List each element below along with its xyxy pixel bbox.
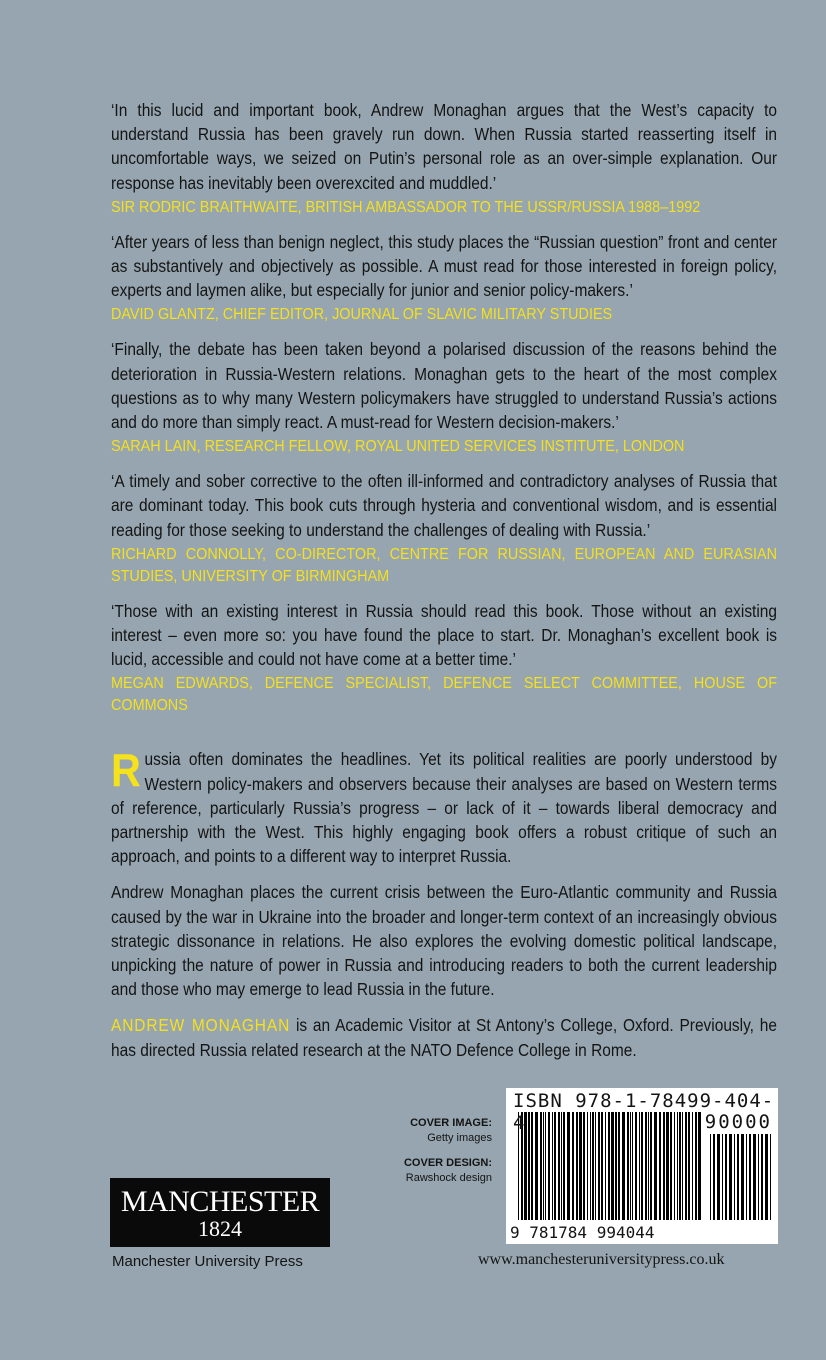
review-quote (111, 337, 777, 458)
addon-bar (770, 1134, 771, 1220)
addon-bar (710, 1134, 711, 1220)
quote-text: ‘In this lucid and important book, Andrew Monaghan argues that the West’s capacity to understand Russia has been gravely run down. When Russia started reasserting itself in uncomfortable ways, we seized on Putin’s personal role as an over-simple explanation. Our response has inevitably been overexcited and muddled.’ (111, 100, 777, 193)
addon-bar (749, 1134, 751, 1220)
quote-attribution: SIR RODRIC BRAITHWAITE, BRITISH AMBASSADOR TO THE USSR/RUSSIA 1988–1992 (111, 198, 701, 216)
addon-bar (722, 1134, 723, 1220)
review-quote (111, 599, 777, 718)
book-description (111, 744, 778, 1061)
addon-bar (713, 1134, 715, 1220)
quote-text: ‘Those with an existing interest in Russia should read this book. Those without an existing interest – even more so: you have found the place to start. Dr. Monaghan’s excellent book is lucid, accessible and could not have come at a better time.’ (111, 600, 777, 670)
quote-attribution: RICHARD CONNOLLY, CO-DIRECTOR, CENTRE FOR RUSSIAN, EUROPEAN AND EURASIAN STUDIES, UNIVERSITY OF BIRMINGHAM (111, 545, 777, 585)
author-bio (111, 1013, 777, 1061)
price-addon: 90000 (704, 1111, 772, 1133)
publisher-logo (110, 1178, 330, 1247)
barcode-digits: 9 781784 994044 (510, 1223, 655, 1242)
addon-bar (725, 1134, 727, 1220)
addon-bar (753, 1134, 756, 1220)
cover-design-value: Rawshock design (405, 1172, 492, 1184)
cover-design-label: COVER DESIGN: (403, 1157, 492, 1169)
isbn-label: ISBN 978-1-78499-404-4 (513, 1090, 775, 1134)
addon-bar (729, 1134, 732, 1220)
review-quote (111, 469, 777, 588)
review-quote (111, 98, 777, 219)
addon-bar (746, 1134, 747, 1220)
addon-bar (741, 1134, 744, 1220)
back-cover-content (111, 98, 777, 1074)
quote-attribution: SARAH LAIN, RESEARCH FELLOW, ROYAL UNITED SERVICES INSTITUTE, LONDON (111, 438, 685, 456)
cover-image-label: COVER IMAGE: (410, 1117, 492, 1129)
addon-bar (734, 1134, 735, 1220)
publisher-name: Manchester University Press (112, 1253, 303, 1270)
logo-name: MANCHESTER (120, 1185, 320, 1218)
cover-image-value: Getty images (427, 1132, 492, 1144)
logo-year: 1824 (198, 1216, 242, 1241)
addon-bar (761, 1134, 763, 1220)
addon-bar (758, 1134, 759, 1220)
quote-attribution: MEGAN EDWARDS, DEFENCE SPECIALIST, DEFENCE SELECT COMMITTEE, HOUSE OF COMMONS (111, 675, 777, 715)
description-paragraph (111, 744, 778, 868)
author-bio-text: is an Academic Visitor at St Antony’s College, Oxford. Previously, he has directed Russia related research at the NATO Defence College in Rome. (111, 1015, 777, 1060)
quote-text: ‘A timely and sober corrective to the often ill-informed and contradictory analyses of Russia that are dominant today. This book cuts through hysteria and conventional wisdom, and is essential reading for those seeking to understand the challenges of dealing with Russia.’ (111, 471, 777, 540)
publisher-website: www.manchesteruniversitypress.co.uk (478, 1251, 725, 1268)
drop-cap: R (111, 744, 141, 797)
quote-attribution: DAVID GLANTZ, CHIEF EDITOR, JOURNAL OF SLAVIC MILITARY STUDIES (111, 306, 613, 324)
isbn-barcode (506, 1088, 778, 1244)
author-name: ANDREW MONAGHAN (111, 1015, 291, 1036)
description-text: ussia often dominates the headlines. Yet its political realities are poorly understood by Western policy-makers and observers because their analyses are based on Western terms of reference, particularly Russia’s progress – or lack of it – towards liberal democracy and partnership with the West. This highly engaging book offers a robust critique of such an approach, and points to a different way to interpret Russia. (111, 749, 778, 867)
addon-bar (737, 1134, 739, 1220)
review-quote (111, 230, 777, 327)
quote-text: ‘After years of less than benign neglect, this study places the “Russian question” front and center as substantively and objectively as possible. A must read for those interested in foreign policy, experts and laymen alike, but especially for junior and senior policy-makers.’ (111, 231, 777, 301)
description-paragraph: Andrew Monaghan places the current crisis between the Euro-Atlantic community and Russia caused by the war in Ukraine into the broader and longer-term context of an increasingly obvious strategic dissonance in relations. He also explores the evolving domestic political landscape, unpicking the nature of power in Russia and introducing readers to both the current leadership and those who may emerge to lead Russia in the future. (111, 882, 777, 1000)
cover-credits (396, 1116, 492, 1186)
quote-text: ‘Finally, the debate has been taken beyond a polarised discussion of the reasons behind the deterioration in Russia-Western relations. Monaghan gets to the heart of the most complex questions as to why many Western policymakers have struggled to understand Russia’s actions and do more than simply react. A must-read for Western decision-makers.’ (111, 339, 777, 433)
addon-bar (717, 1134, 720, 1220)
addon-bar (765, 1134, 768, 1220)
